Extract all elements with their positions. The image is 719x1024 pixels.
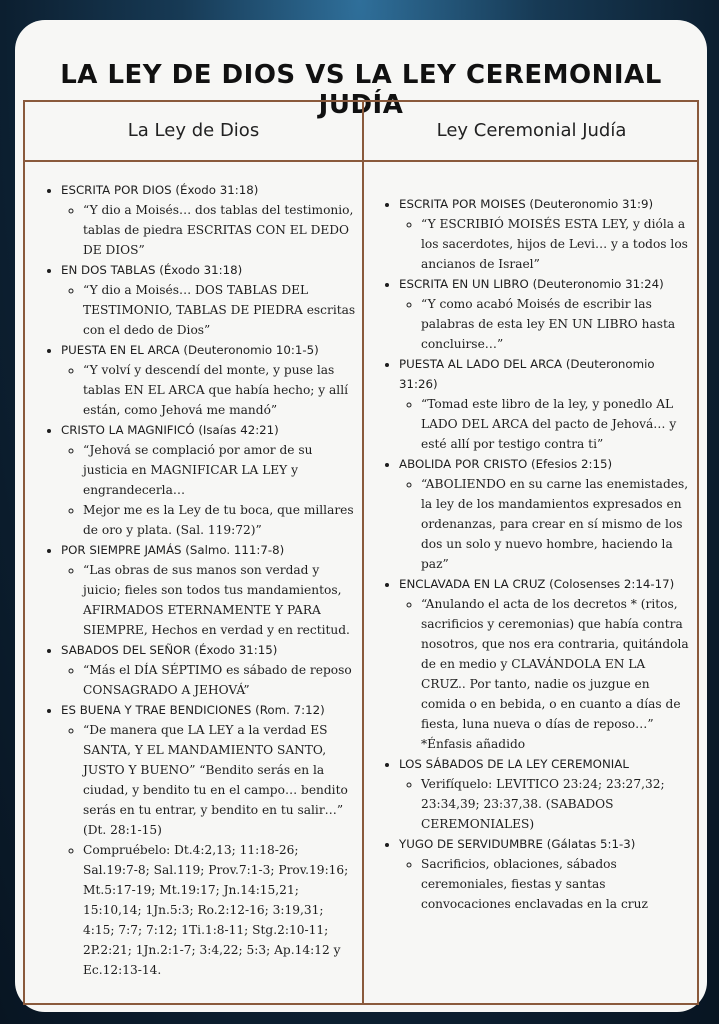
list-item	[61, 640, 357, 700]
sub-item: ◦ “Tomad este libro de la ley, y ponedlo AL LADO DEL ARCA del pacto de Jehová… y esté allí por testigo contra ti”	[421, 394, 693, 454]
sub-list	[399, 774, 693, 834]
sub-list	[61, 200, 357, 260]
header-divider	[25, 160, 697, 162]
item-heading: ES BUENA Y TRAE BENDICIONES (Rom. 7:12)	[61, 703, 325, 717]
item-heading: ABOLIDA POR CRISTO (Efesios 2:15)	[399, 457, 613, 471]
list-item	[61, 180, 357, 260]
sub-list	[399, 854, 693, 914]
left-list	[39, 180, 357, 980]
item-heading: LOS SÁBADOS DE LA LEY CEREMONIAL	[399, 757, 629, 771]
sub-list	[61, 660, 357, 700]
sub-item: ◦ “Más el DÍA SÉPTIMO es sábado de reposo CONSAGRADO A JEHOVÁ”	[83, 660, 357, 700]
list-item	[399, 574, 693, 754]
left-column-header: La Ley de Dios	[127, 120, 260, 141]
sub-item: ◦ Mejor me es la Ley de tu boca, que millares de oro y plata. (Sal. 119:72)”	[83, 500, 357, 540]
right-column-header: Ley Ceremonial Judía	[436, 120, 627, 141]
list-item	[399, 454, 693, 574]
sub-list	[399, 294, 693, 354]
sub-list	[61, 560, 357, 640]
list-item	[399, 754, 693, 834]
sub-list	[399, 594, 693, 754]
sub-item: ◦ Sacrificios, oblaciones, sábados ceremoniales, fiestas y santas convocaciones enclavadas en la cruz	[421, 854, 693, 914]
item-heading: SABADOS DEL SEÑOR (Éxodo 31:15)	[61, 643, 278, 657]
list-item	[399, 274, 693, 354]
sub-item: ◦ Verifíquelo: LEVITICO 23:24; 23:27,32; 23:34,39; 23:37,38. (SABADOS CEREMONIALES)	[421, 774, 693, 834]
sub-list	[61, 280, 357, 340]
sub-list	[399, 394, 693, 454]
sub-item: ◦ “Y ESCRIBIÓ MOISÉS ESTA LEY, y dióla a los sacerdotes, hijos de Levi… y a todos los ancianos de Israel”	[421, 214, 693, 274]
sub-item: ◦ Compruébelo: Dt.4:2,13; 11:18-26; Sal.19:7-8; Sal.119; Prov.7:1-3; Prov.19:16; Mt.5:17-19; Mt.19:17; Jn.14:15,21; 15:10,14; 1Jn.5:3; Ro.2:12-16; 3:19,31; 4:15; 7:7; 7:12; 1Ti.1:8-11; Stg.2:10-11; 2P.2:21; 1Jn.2:1-7; 3:4,22; 5:3; Ap.14:12 y Ec.12:13-14.	[83, 840, 357, 980]
sub-list	[61, 360, 357, 420]
list-item	[61, 540, 357, 640]
sub-item: ◦ “De manera que LA LEY a la verdad ES SANTA, Y EL MANDAMIENTO SANTO, JUSTO Y BUENO” “Bendito serás en la ciudad, y bendito tu en el campo… bendito serás en tu entrar, y bendito en tu salir…” (Dt. 28:1-15)	[83, 720, 357, 840]
list-item	[399, 834, 693, 914]
sub-item: ◦ “ABOLIENDO en su carne las enemistades, la ley de los mandamientos expresados en ordenanzas, para crear en sí mismo de los dos un solo y nuevo hombre, haciendo la paz”	[421, 474, 693, 574]
item-heading: PUESTA EN EL ARCA (Deuteronomio 10:1-5)	[61, 343, 319, 357]
left-column	[39, 180, 357, 980]
item-heading: POR SIEMPRE JAMÁS (Salmo. 111:7-8)	[61, 543, 285, 557]
list-item	[399, 194, 693, 274]
item-heading: EN DOS TABLAS (Éxodo 31:18)	[61, 263, 243, 277]
sub-list	[399, 474, 693, 574]
sub-list	[399, 214, 693, 274]
item-heading: ESCRITA POR DIOS (Éxodo 31:18)	[61, 183, 259, 197]
content-card	[15, 20, 707, 1012]
list-item	[61, 340, 357, 420]
list-item	[61, 420, 357, 540]
list-item	[61, 700, 357, 980]
comparison-table	[23, 100, 699, 1005]
item-heading: YUGO DE SERVIDUMBRE (Gálatas 5:1-3)	[399, 837, 636, 851]
item-heading: ENCLAVADA EN LA CRUZ (Colosenses 2:14-17)	[399, 577, 675, 591]
sub-item: ◦ “Y como acabó Moisés de escribir las palabras de esta ley EN UN LIBRO hasta concluirse…”	[421, 294, 693, 354]
right-column	[377, 194, 693, 914]
sub-item: ◦ “Las obras de sus manos son verdad y juicio; fieles son todos tus mandamientos, AFIRMADOS ETERNAMENTE Y PARA SIEMPRE, Hechos en verdad y en rectitud.	[83, 560, 357, 640]
sub-item: ◦ “Y dio a Moisés… DOS TABLAS DEL TESTIMONIO, TABLAS DE PIEDRA escritas con el dedo de Dios”	[83, 280, 357, 340]
item-heading: ESCRITA EN UN LIBRO (Deuteronomio 31:24)	[399, 277, 664, 291]
right-list	[377, 194, 693, 914]
column-divider	[362, 102, 364, 1003]
sub-list	[61, 440, 357, 540]
page-title: LA LEY DE DIOS VS LA LEY CEREMONIAL JUDÍA	[60, 60, 662, 120]
item-heading: PUESTA AL LADO DEL ARCA (Deuteronomio 31:26)	[399, 357, 655, 391]
item-heading: CRISTO LA MAGNIFICÓ (Isaías 42:21)	[61, 423, 279, 437]
sub-item: ◦ “Anulando el acta de los decretos * (ritos, sacrificios y ceremonias) que había contra nosotros, que nos era contraria, quitándola de en medio y CLAVÁNDOLA EN LA CRUZ.. Por tanto, nadie os juzgue en comida o en bebida, o en cuanto a días de fiesta, luna nueva o días de reposo…” *Énfasis añadido	[421, 594, 693, 754]
sub-list	[61, 720, 357, 980]
sub-item: ◦ “Y volví y descendí del monte, y puse las tablas EN EL ARCA que había hecho; y allí están, como Jehová me mandó”	[83, 360, 357, 420]
sub-item: ◦ “Y dio a Moisés… dos tablas del testimonio, tablas de piedra ESCRITAS CON EL DEDO DE DIOS”	[83, 200, 357, 260]
list-item	[61, 260, 357, 340]
item-heading: ESCRITA POR MOISES (Deuteronomio 31:9)	[399, 197, 654, 211]
sub-item: ◦ “Jehová se complació por amor de su justicia en MAGNIFICAR LA LEY y engrandecerla…	[83, 440, 357, 500]
list-item	[399, 354, 693, 454]
